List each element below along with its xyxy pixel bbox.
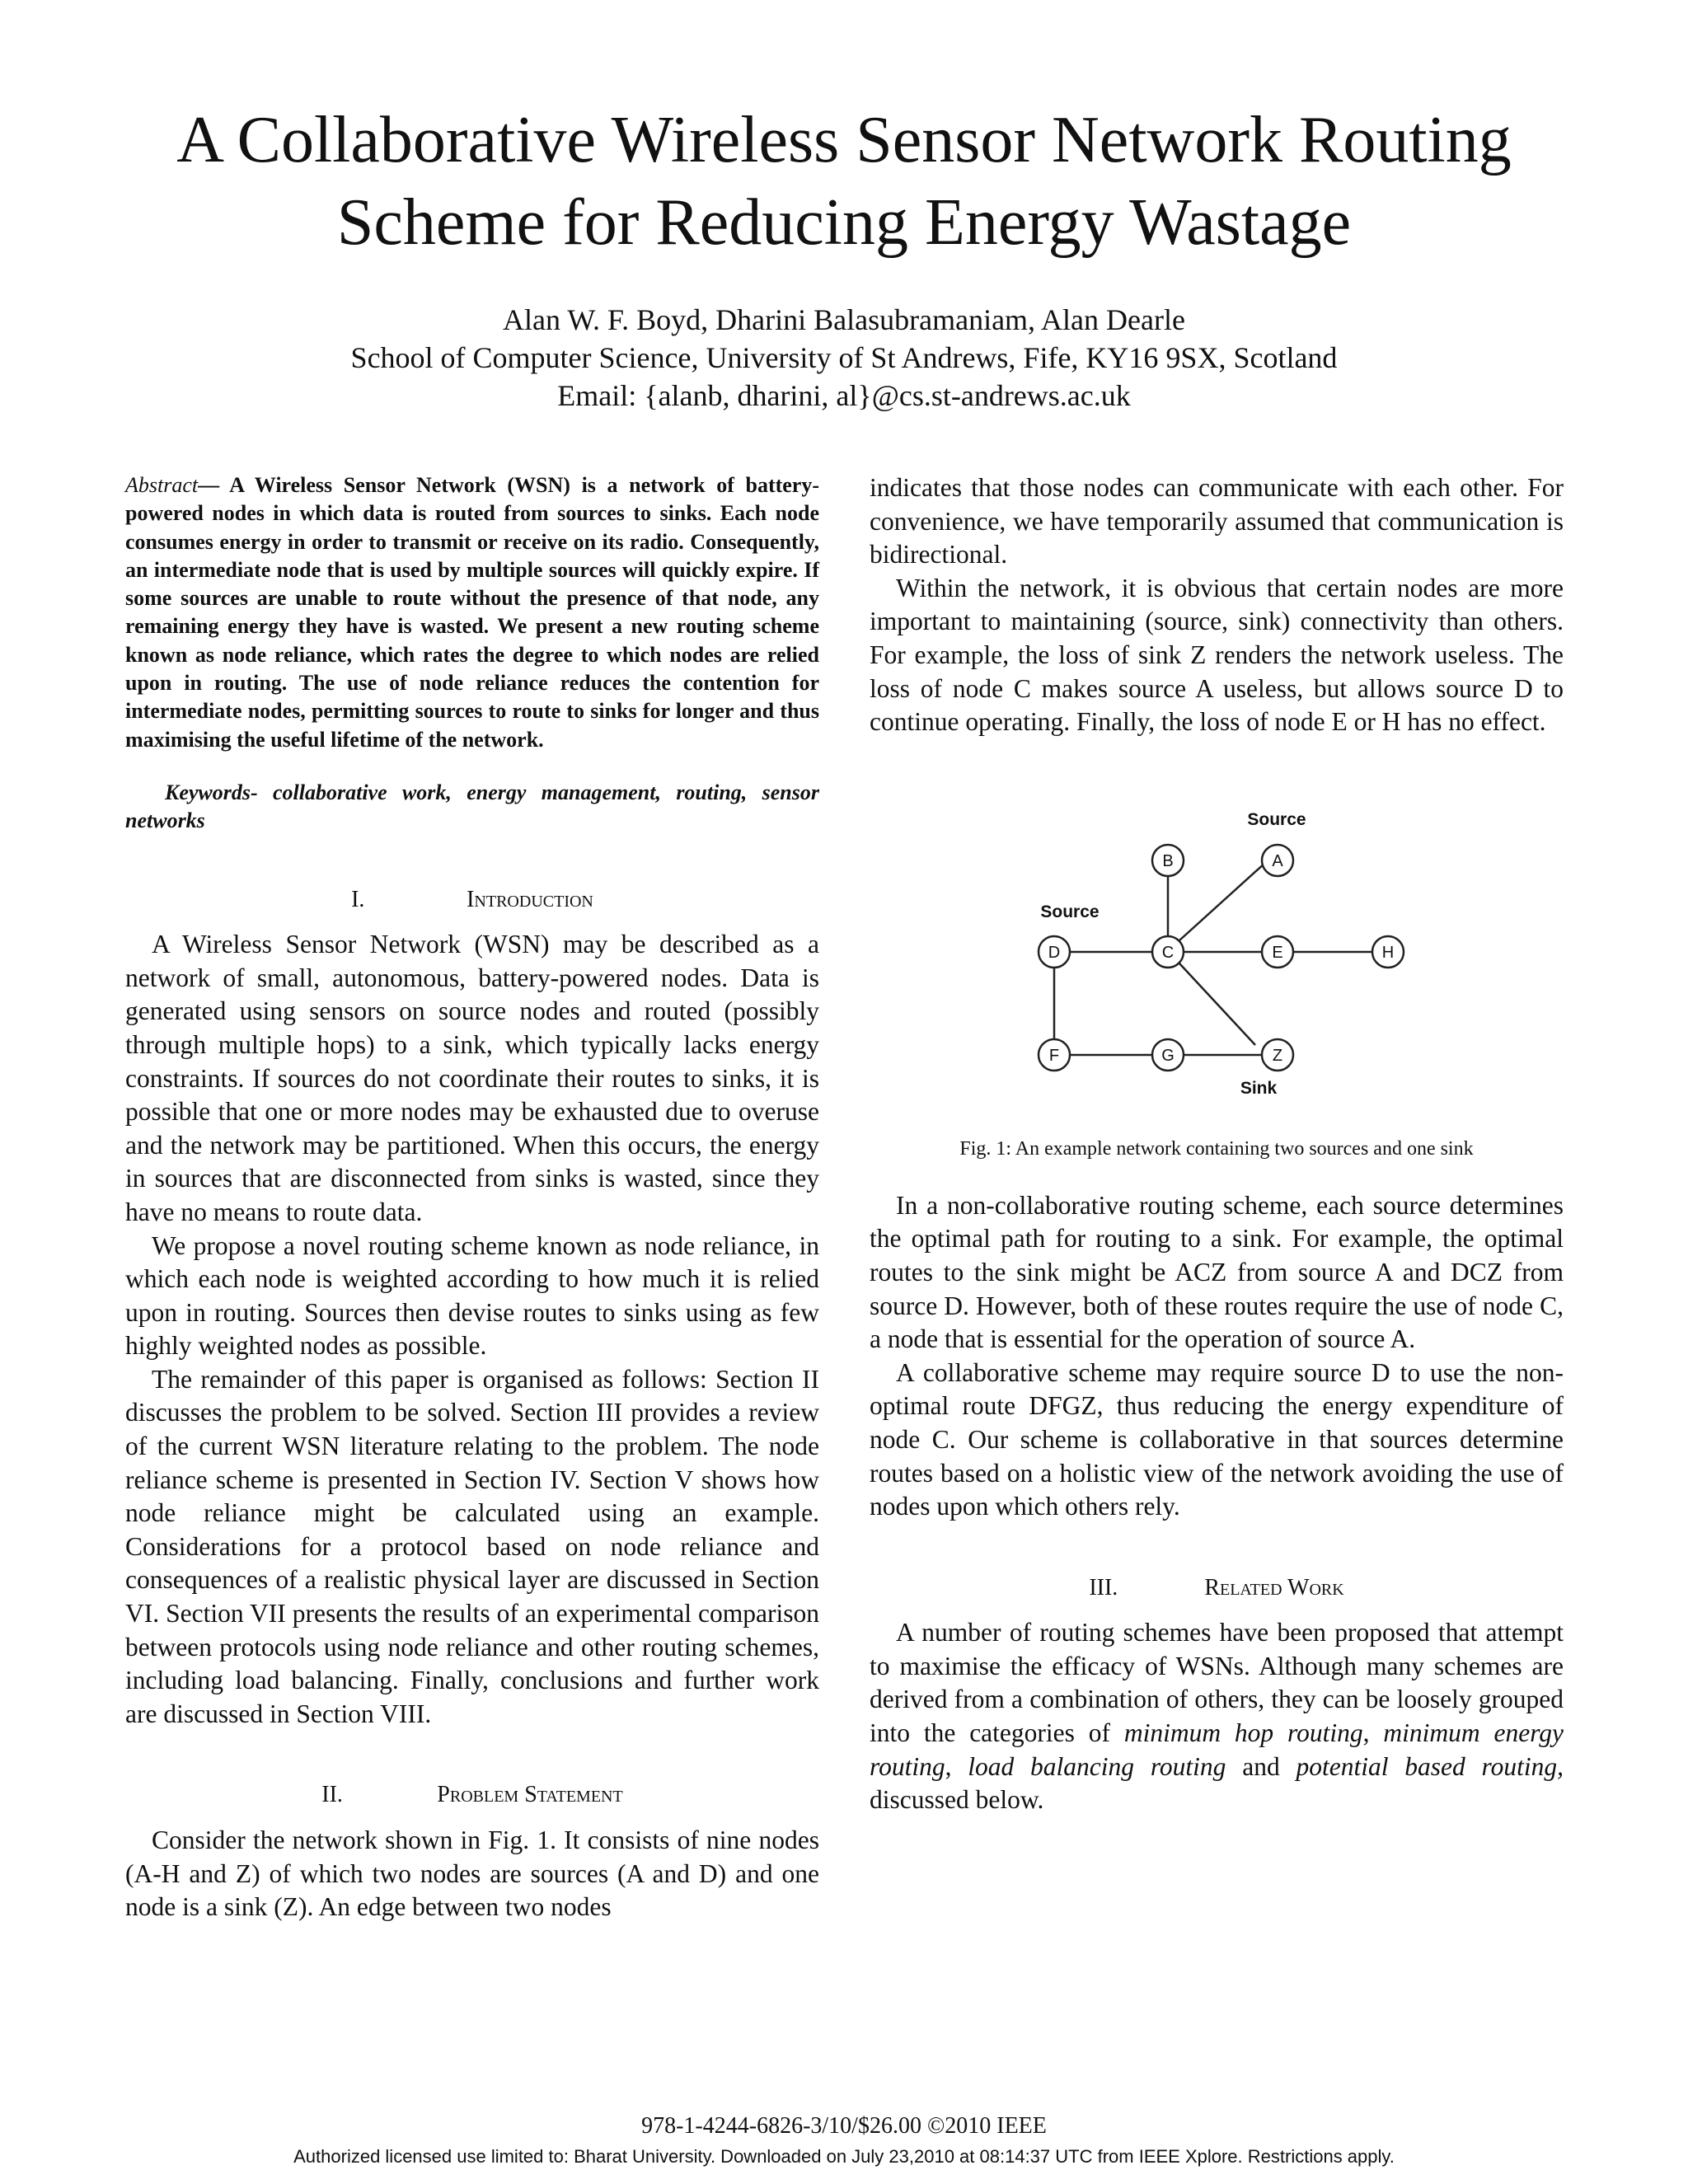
source-label: Source [1247, 809, 1306, 829]
paragraph [870, 1616, 1564, 1817]
email: Email: {alanb, dharini, al}@cs.st-andrews.ac.uk [557, 379, 1131, 412]
text-run: , [1362, 1718, 1384, 1748]
affiliation: School of Computer Science, University of St Andrews, Fife, KY16 9SX, Scotland [350, 341, 1338, 374]
author-block [99, 301, 1589, 415]
paper-title [99, 99, 1589, 264]
paragraph: Within the network, it is obvious that certain nodes are more important to maintaining (source, sink) connectivity than others. For example, the loss of sink Z renders the network useless. The loss of node C makes source A useless, but allows source D to continue operating. Finally, the loss of node E or H has no effect. [870, 573, 1564, 737]
node-label: H [1381, 943, 1395, 962]
left-column [125, 471, 819, 1924]
paragraph: The remainder of this paper is organised as follows: Section II discusses the problem to be solved. Section III provides a review of the current WSN literature relating to the problem. The node reliance scheme is presented in Section IV. Section V shows how node reliance might be calculated using an example. Considerations for a protocol based on node reliance and consequences of a realistic physical layer are discussed in Section VI. Section VII presents the results of an experimental comparison between protocols using node reliance and other routing schemes, including load balancing. Finally, conclusions and further work are discussed in Section VIII. [125, 1364, 819, 1728]
italic-term: minimum hop routing [1123, 1718, 1363, 1748]
italic-term: load balancing routing [968, 1751, 1226, 1781]
node-label: A [1272, 851, 1283, 870]
figure-1 [870, 761, 1564, 1189]
node-label: E [1272, 943, 1283, 962]
text-run: and [1226, 1751, 1296, 1781]
right-column [870, 471, 1564, 1817]
abstract-text: — A Wireless Sensor Network (WSN) is a network of battery-powered nodes in which data is routed from sources to sinks. Each node consumes energy in order to transmit or receive on its radio. Consequently, an intermediate node that is used by multiple sources will quickly expire. If some sources are unable to route without the presence of that node, any remaining energy they have is wasted. We present a new routing scheme known as node reliance, which rates the degree to which nodes are relied upon in routing. The use of node reliance reduces the contention for intermediate nodes, permitting sources to route to sinks for longer and thus maximising the useful lifetime of the network. [125, 473, 819, 752]
figure-caption: Fig. 1: An example network containing two sources and one sink [959, 1137, 1474, 1160]
network-diagram [870, 761, 1564, 1107]
title-line-1: A Collaborative Wireless Sensor Network Routing [176, 104, 1512, 176]
keywords: Keywords- collaborative work, energy management, routing, sensor networks [125, 780, 819, 833]
paragraph: indicates that those nodes can communicate with each other. For convenience, we have temporarily assumed that communication is bidirectional. [870, 473, 1564, 569]
title-line-2: Scheme for Reducing Energy Wastage [336, 186, 1352, 259]
section-number: I. [351, 886, 365, 912]
node-label: D [1048, 943, 1061, 962]
text-run: , [945, 1751, 968, 1781]
paragraph: In a non-collaborative routing scheme, each source determines the optimal path for routing to a sink. For example, the optimal routes to the sink might be ACZ from source A and DCZ from source D. However, both of these routes require the use of node C, a node that is essential for the operation of source A. [870, 1190, 1564, 1354]
author-names: Alan W. F. Boyd, Dharini Balasubramaniam, Alan Dearle [503, 303, 1185, 336]
license-footer: Authorized licensed use limited to: Bharat University. Downloaded on July 23,2010 at 08:14:37 UTC from IEEE Xplore. Restrictions apply. [293, 2146, 1395, 2167]
section-title: Introduction [467, 886, 593, 912]
italic-term: minimum energy routing [870, 1718, 1564, 1781]
section-title: Problem Statement [437, 1782, 623, 1808]
abstract [125, 471, 819, 754]
node-label: Z [1272, 1046, 1283, 1065]
section-heading-2 [125, 1779, 819, 1812]
paragraph: A Wireless Sensor Network (WSN) may be described as a network of small, autonomous, battery-powered nodes. Data is generated using sensors on source nodes and routed (possibly through multiple hops) to a sink, which typically lacks energy constraints. If sources do not coordinate their routes to sinks, it is possible that one or more nodes may be exhausted due to overuse and the network may be partitioned. When this occurs, the energy in sources that are disconnected from sinks is wasted, since they have no means to route data. [125, 930, 819, 1226]
text-run: A number of routing schemes have been proposed that attempt to maximise the efficacy of WSNs. Although many schemes are derived from a combination of others, they can be loosely grouped into the categories of [870, 1618, 1564, 1748]
paragraph: A collaborative scheme may require source D to use the non-optimal route DFGZ, thus reducing the energy expenditure of node C. Our scheme is collaborative in that sources determine routes based on a holistic view of the network avoiding the use of nodes upon which others rely. [870, 1357, 1564, 1521]
sink-label: Sink [1240, 1078, 1278, 1098]
edge-a-c [1179, 855, 1274, 940]
section-title: Related Work [1204, 1574, 1344, 1601]
source-label: Source [1040, 902, 1100, 921]
node-label: B [1162, 851, 1174, 870]
italic-term: potential based routing, [1296, 1751, 1564, 1781]
paragraph: Consider the network shown in Fig. 1. It consists of nine nodes (A-H and Z) of which two nodes are sources (A and D) and one node is a sink (Z). An edge between two nodes [125, 1825, 819, 1922]
section-heading-1 [125, 883, 819, 917]
paragraph: We propose a novel routing scheme known as node reliance, in which each node is weighted according to how much it is relied upon in routing. Sources then devise routes to sinks using as few highly weighted nodes as possible. [125, 1230, 819, 1361]
node-label: C [1161, 943, 1175, 962]
section-number: II. [321, 1782, 343, 1808]
edge-c-z [1179, 963, 1255, 1045]
section-heading-3 [870, 1572, 1564, 1605]
node-label: G [1161, 1046, 1175, 1065]
text-run: discussed below. [870, 1785, 1044, 1815]
isbn-footer: 978-1-4244-6826-3/10/$26.00 ©2010 IEEE [641, 2113, 1047, 2139]
node-label: F [1048, 1046, 1060, 1065]
section-number: III. [1089, 1574, 1118, 1601]
abstract-label: Abstract [125, 473, 199, 497]
